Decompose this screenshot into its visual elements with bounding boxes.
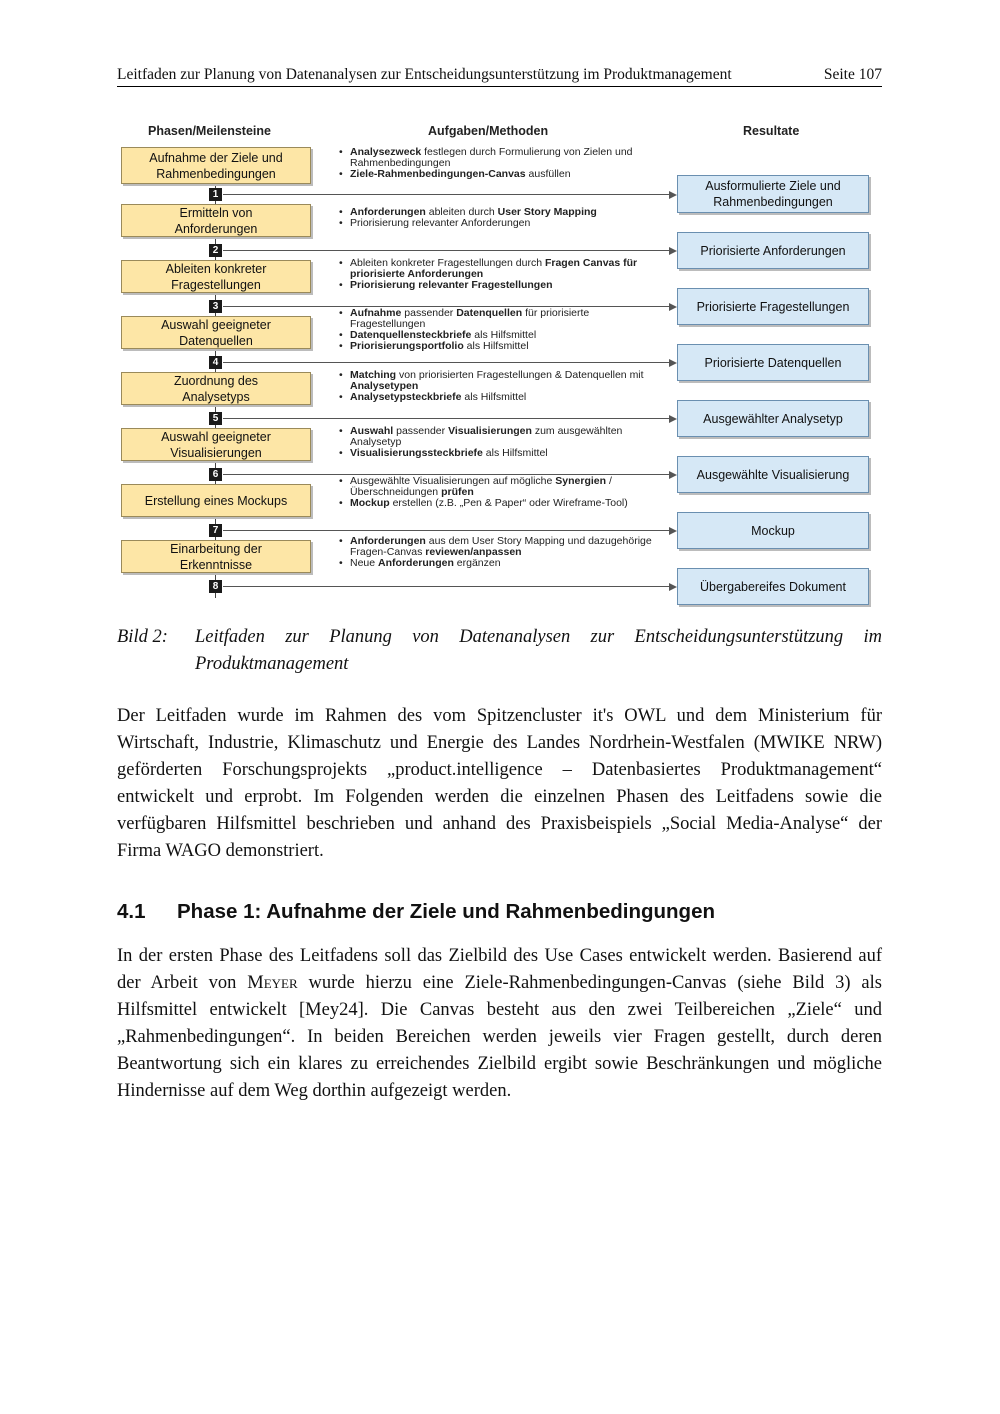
phase-box: Zuordnung des Analysetyps bbox=[121, 372, 311, 405]
task-item: • Analysetypsteckbriefe als Hilfsmittel bbox=[339, 392, 664, 403]
task-item: • Ausgewählte Visualisierungen auf mögliche Synergien / Überschneidungen prüfen bbox=[339, 476, 664, 498]
task-item: • Anforderungen ableiten durch User Story Mapping bbox=[339, 207, 664, 218]
arrow-head bbox=[669, 303, 677, 311]
milestone-marker: 2 bbox=[209, 244, 222, 257]
task-item: • Aufnahme passender Datenquellen für priorisierte Fragestellungen bbox=[339, 308, 664, 330]
column-header-results: Resultate bbox=[743, 124, 800, 138]
author-name: Meyer bbox=[247, 973, 298, 993]
milestone-marker: 7 bbox=[209, 524, 222, 537]
task-list bbox=[339, 258, 664, 291]
arrow-head bbox=[669, 247, 677, 255]
task-item: • Ziele-Rahmenbedingungen-Canvas ausfüllen bbox=[339, 169, 664, 180]
task-item: • Priorisierung relevanter Fragestellungen bbox=[339, 280, 664, 291]
result-box: Ausgewählte Visualisierung bbox=[677, 456, 869, 493]
arrow-line bbox=[223, 250, 671, 251]
caption-text: Leitfaden zur Planung von Datenanalysen zur Entscheidungsunterstützung im Produktmanagement bbox=[195, 627, 882, 674]
result-box: Priorisierte Anforderungen bbox=[677, 232, 869, 269]
milestone-marker: 8 bbox=[209, 580, 222, 593]
arrow-head bbox=[669, 191, 677, 199]
task-item: • Ableiten konkreter Fragestellungen durch Fragen Canvas für priorisierte Anforderungen bbox=[339, 258, 664, 280]
milestone-marker: 5 bbox=[209, 412, 222, 425]
section-heading bbox=[117, 900, 882, 924]
task-item: • Anforderungen aus dem User Story Mapping und dazugehörige Fragen-Canvas reviewen/anpassen bbox=[339, 536, 664, 558]
task-item: • Datenquellensteckbriefe als Hilfsmittel bbox=[339, 330, 664, 341]
arrow-line bbox=[223, 418, 671, 419]
arrow-line bbox=[223, 194, 671, 195]
process-diagram bbox=[117, 122, 882, 612]
result-box: Mockup bbox=[677, 512, 869, 549]
arrow-line bbox=[223, 530, 671, 531]
body-paragraph: In der ersten Phase des Leitfadens soll das Zielbild des Use Cases entwickelt werden. Basierend auf der Arbeit von Meyer wurde hierzu eine Ziele-Rahmenbedingungen-Canvas (siehe Bild 3) als Hilfsmittel entwickelt [Mey24]. Die Canvas besteht aus den zwei Teilbereichen „Ziele“ und „Rahmenbedingungen“. In beiden Bereichen werden jeweils vier Fragen gestellt, durch deren Beantwortung sich ein klares zu erreichendes Zielbild ergibt sowie Beschränkungen und mögliche Hindernisse auf dem Weg dorthin aufgezeigt werden. bbox=[117, 946, 882, 1101]
result-box: Priorisierte Fragestellungen bbox=[677, 288, 869, 325]
phase-box: Aufnahme der Ziele und Rahmenbedingungen bbox=[121, 147, 311, 184]
arrow-head bbox=[669, 527, 677, 535]
phase-box: Einarbeitung der Erkenntnisse bbox=[121, 540, 311, 573]
task-list bbox=[339, 536, 664, 569]
phase-box: Ableiten konkreter Fragestellungen bbox=[121, 260, 311, 293]
result-box: Ausformulierte Ziele und Rahmenbedingungen bbox=[677, 175, 869, 213]
section-title: Phase 1: Aufnahme der Ziele und Rahmenbedingungen bbox=[177, 900, 716, 923]
arrow-line bbox=[223, 362, 671, 363]
page-header bbox=[117, 66, 882, 87]
arrow-head bbox=[669, 471, 677, 479]
result-box: Ausgewählter Analysetyp bbox=[677, 400, 869, 437]
page-number: Seite 107 bbox=[823, 66, 882, 83]
phase-box: Erstellung eines Mockups bbox=[121, 484, 311, 517]
result-box: Übergabereifes Dokument bbox=[677, 568, 869, 605]
task-list bbox=[339, 207, 664, 229]
phase-box: Auswahl geeigneter Datenquellen bbox=[121, 316, 311, 349]
arrow-line bbox=[223, 586, 671, 587]
section-number: 4.1 bbox=[117, 900, 146, 923]
milestone-marker: 1 bbox=[209, 188, 222, 201]
milestone-marker: 3 bbox=[209, 300, 222, 313]
task-list bbox=[339, 476, 664, 509]
task-item: • Visualisierungssteckbriefe als Hilfsmittel bbox=[339, 448, 664, 459]
figure-caption bbox=[117, 624, 882, 678]
milestone-marker: 4 bbox=[209, 356, 222, 369]
task-list bbox=[339, 147, 664, 180]
milestone-marker: 6 bbox=[209, 468, 222, 481]
task-item: • Mockup erstellen (z.B. „Pen & Paper“ oder Wireframe-Tool) bbox=[339, 498, 664, 509]
header-title: Leitfaden zur Planung von Datenanalysen zur Entscheidungsunterstützung im Produktmanagement bbox=[117, 66, 732, 83]
arrow-head bbox=[669, 583, 677, 591]
arrow-head bbox=[669, 359, 677, 367]
task-list bbox=[339, 370, 664, 403]
task-item: • Priorisierungsportfolio als Hilfsmittel bbox=[339, 341, 664, 352]
caption-label: Bild 2: bbox=[117, 627, 168, 647]
column-header-tasks: Aufgaben/Methoden bbox=[428, 124, 549, 138]
task-item: • Matching von priorisierten Fragestellungen & Datenquellen mit Analysetypen bbox=[339, 370, 664, 392]
phase-box: Auswahl geeigneter Visualisierungen bbox=[121, 428, 311, 461]
task-list bbox=[339, 308, 664, 352]
column-header-phases: Phasen/Meilensteine bbox=[148, 124, 271, 138]
arrow-head bbox=[669, 415, 677, 423]
phase-box: Ermitteln von Anforderungen bbox=[121, 204, 311, 237]
task-item: • Analysezweck festlegen durch Formulierung von Zielen und Rahmenbedingungen bbox=[339, 147, 664, 169]
body-paragraph: Der Leitfaden wurde im Rahmen des vom Spitzencluster it's OWL und dem Ministerium für Wirtschaft, Industrie, Klimaschutz und Energie des Landes Nordrhein-Westfalen (MWIKE NRW) geförderten Forschungsprojekts „product.intelligence – Datenbasiertes Produktmanagement“ entwickelt und erprobt. Im Folgenden werden die einzelnen Phasen des Leitfadens sowie die verfügbaren Hilfsmittel beschrieben und anhand des Praxisbeispiels „Social Media-Analyse“ der Firma WAGO demonstriert. bbox=[117, 706, 882, 861]
task-list bbox=[339, 426, 664, 459]
task-item: • Neue Anforderungen ergänzen bbox=[339, 558, 664, 569]
task-item: • Priorisierung relevanter Anforderungen bbox=[339, 218, 664, 229]
task-item: • Auswahl passender Visualisierungen zum ausgewählten Analysetyp bbox=[339, 426, 664, 448]
result-box: Priorisierte Datenquellen bbox=[677, 344, 869, 381]
